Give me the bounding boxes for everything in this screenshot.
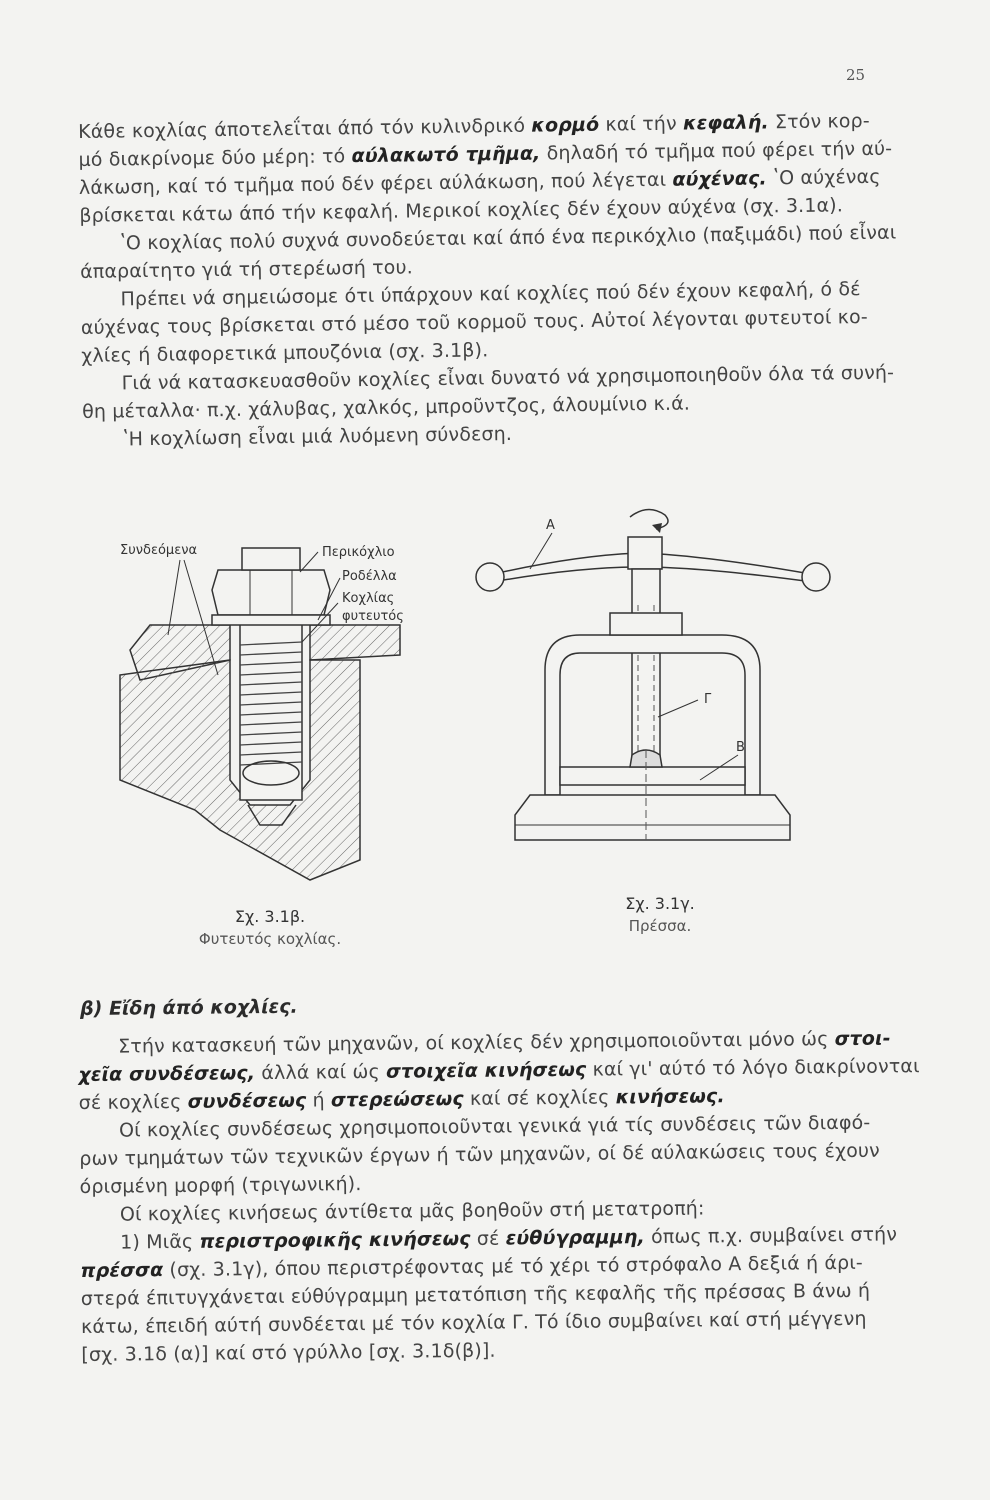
caption-number: Σχ. 3.1β. [234, 907, 306, 926]
text-run: (σχ. 3.1γ), όπου περιστρέφοντας μέ τό χέρι τό στρόφαλο Α δεξιά ή άρι- [163, 1251, 863, 1282]
text-run: σέ [470, 1227, 506, 1250]
emphasis-term: κινήσεως. [615, 1085, 725, 1109]
label-a: Α [546, 518, 555, 533]
label-washer: Ροδέλλα [342, 569, 397, 584]
text-run: άλλά καί ώς [255, 1060, 387, 1085]
text-run: Οί κοχλίες συνδέσεως χρησιμοποιοῦνται γενικά γιά τίς συνδέσεις τῶν διαφό- [118, 1111, 871, 1142]
emphasis-term: περιστροφικῆς κινήσεως [199, 1227, 471, 1253]
emphasis-term: πρέσσα [80, 1259, 164, 1282]
text-run: άπαραίτητο γιά τή στερέωσή του. [79, 256, 413, 283]
text-run: Γιά νά κατασκευασθοῦν κοχλίες εἶναι δυνατό νά χρησιμοποιηθοῦν όλα τά συνή- [121, 361, 895, 395]
figure-press [460, 495, 850, 885]
caption-text: Πρέσσα. [628, 917, 692, 935]
text-run: ʽΟ κοχλίας πολύ συχνά συνοδεύεται καί άπό ένα περικόχλιο (παξιμάδι) πού εἶναι [119, 221, 897, 255]
text-run: θη μέταλλα· π.χ. χάλυβας, χαλκός, μπροῦντζος, άλουμίνιο κ.ά. [81, 392, 691, 423]
label-v: Β [736, 740, 745, 755]
label-stud-2: φυτευτός [342, 609, 404, 624]
caption-figure-1b [150, 907, 390, 948]
upper-plate-right [310, 625, 400, 660]
label-g: Γ [704, 692, 712, 707]
emphasis-term: αύχένας. [672, 167, 767, 191]
text-run: Στήν κατασκευή τῶν μηχανῶν, οί κοχλίες δέν χρησιμοποιοῦνται μόνο ώς [118, 1028, 835, 1058]
text-run: μό διακρίνομε δύο μέρη: τό [78, 145, 352, 171]
emphasis-term: στοιχεῖα κινήσεως [385, 1058, 587, 1083]
text-run: καί σέ κοχλίες [463, 1086, 616, 1110]
text-run: λάκωση, καί τό τμῆμα πού δέν φέρει αύλάκωση, πού λέγεται [78, 168, 673, 199]
handle-knob-right [802, 563, 830, 591]
text-run: χλίες ή διαφορετικά μπουζόνια (σχ. 3.1β). [81, 339, 489, 367]
page-number: 25 [846, 66, 866, 84]
emphasis-term: συνδέσεως [187, 1089, 307, 1113]
emphasis-term: στερεώσεως [330, 1087, 464, 1112]
washer [212, 615, 330, 625]
label-connected: Συνδεόμενα [120, 543, 198, 558]
emphasis-term: στοι- [834, 1027, 891, 1051]
text-run: σέ κοχλίες [78, 1090, 188, 1114]
text-run: καί γι' αύτό τό λόγο διακρίνονται [586, 1055, 920, 1081]
text-run: Στόν κορ- [768, 109, 870, 134]
section-heading: β) Εἴδη άπό κοχλίες. [80, 995, 298, 1020]
intro-paragraphs [78, 107, 905, 454]
text-run: Οί κοχλίες κινήσεως άντίθετα μᾶς βοηθοῦν στή μετατροπή: [119, 1197, 705, 1226]
text-run: δηλαδή τό τμῆμα πού φέρει τήν αύ- [540, 137, 893, 165]
figure-stud-bolt [100, 530, 440, 890]
text-run: Πρέπει νά σημειώσομε ότι ύπάρχουν καί κοχλίες πού δέν έχουν κεφαλή, ό δέ [120, 278, 861, 311]
emphasis-term: αύλακωτό τμῆμα, [351, 142, 541, 168]
emphasis-term: εύθύγραμμη, [505, 1226, 646, 1250]
handle-knob-left [476, 563, 504, 591]
caption-figure-1c [560, 894, 760, 935]
body-paragraphs [78, 1024, 920, 1369]
press-base [515, 795, 790, 840]
text-run: ή [306, 1089, 332, 1112]
pressing-plate [560, 767, 745, 785]
text-run: ρων τμημάτων τῶν τεχνικῶν έργων ή τῶν μηχανῶν, οί δέ αύλακώσεις τους έχουν [79, 1139, 880, 1170]
text-run: ʽΟ αύχένας [766, 165, 881, 190]
text-run: [σχ. 3.1δ (α)] καί στό γρύλλο [σχ. 3.1δ(β)]. [81, 1339, 496, 1366]
text-run: κάτω, έπειδή αύτή συνδέεται μέ τόν κοχλία Γ. Τό ίδιο συμβαίνει καί στή μέγγενη [80, 1307, 867, 1338]
text-run: βρίσκεται κάτω άπό τήν κεφαλή. Μερικοί κοχλίες δέν έχουν αύχένα (σχ. 3.1α). [79, 194, 844, 227]
label-stud-1: Κοχλίας [342, 591, 395, 606]
text-run: 1) Μιᾶς [120, 1230, 200, 1254]
emphasis-term: κορμό [531, 113, 600, 137]
emphasis-term: χεῖα συνδέσεως, [78, 1062, 256, 1086]
screw-spindle [632, 569, 660, 769]
caption-number: Σχ. 3.1γ. [625, 894, 695, 913]
text-run: ʽΗ κοχλίωση εἶναι μιά λυόμενη σύνδεση. [122, 422, 513, 451]
text-run: όπως π.χ. συμβαίνει στήν [644, 1223, 898, 1249]
text-run: Κάθε κοχλίας άποτελεΐται άπό τόν κυλινδρικό [78, 114, 532, 143]
nut [212, 570, 330, 615]
text-run: καί τήν [599, 112, 684, 136]
caption-text: Φυτευτός κοχλίας. [198, 930, 342, 948]
text-run: αύχένας τους βρίσκεται στό μέσο τοῦ κορμοῦ τους. Αὐτοί λέγονται φυτευτοί κο- [80, 305, 868, 339]
text-run: στερά έπιτυγχάνεται εύθύγραμμη μετατόπιση τῆς κεφαλῆς τῆς πρέσσας Β άνω ή [80, 1279, 871, 1310]
label-nut: Περικόχλιο [322, 545, 395, 560]
emphasis-term: κεφαλή. [682, 111, 769, 135]
text-run: όρισμένη μορφή (τριγωνική). [79, 1173, 362, 1198]
